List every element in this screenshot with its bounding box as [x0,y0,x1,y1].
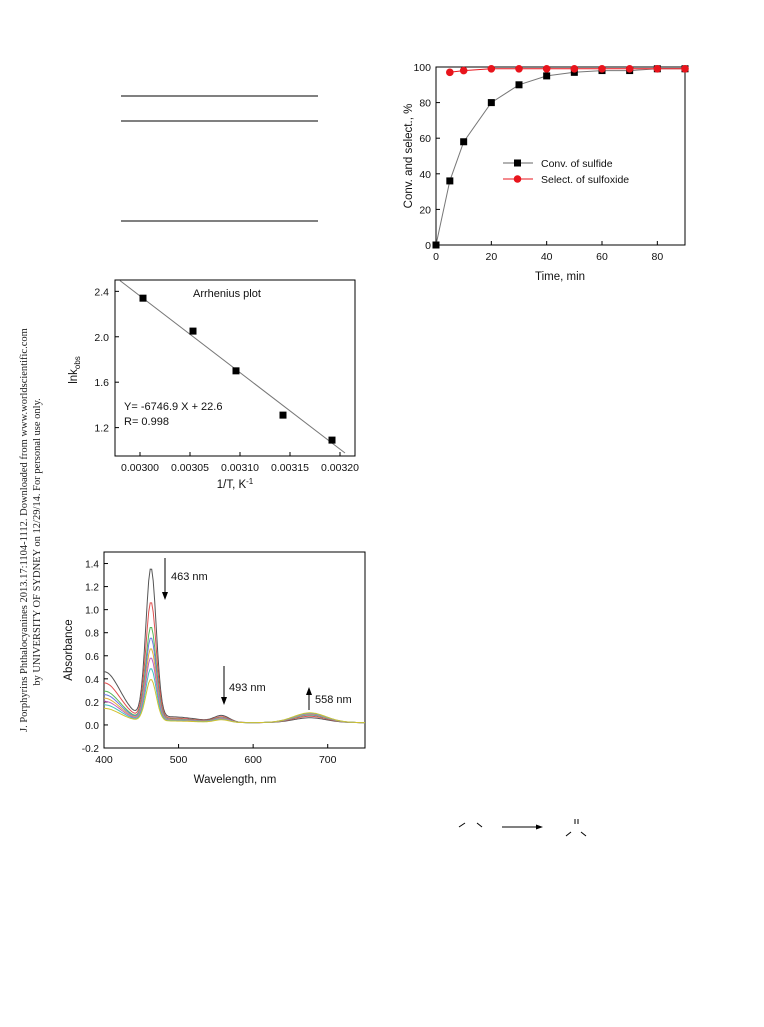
data-point-selectivity [543,65,551,73]
data-point [329,437,336,444]
x-tick-label: 700 [318,754,337,766]
legend [503,158,629,186]
y-tick-label: 0.0 [85,720,99,732]
data-point [190,328,197,335]
x-tick-label: 80 [651,251,664,263]
data-point-selectivity [488,65,496,73]
y-tick-label: 60 [419,133,431,146]
x-tick-label: 0.00310 [221,462,259,474]
legend-label-selectivity: Select. of sulfoxide [541,174,630,186]
legend-label-conversion: Conv. of sulfide [541,158,613,170]
y-tick-label: 80 [419,97,431,110]
data-point [140,295,147,302]
absorbance-chart [50,548,370,793]
x-tick-label: 0.00320 [321,462,359,474]
y-tick-label: 1.6 [94,377,109,390]
annotation-558: 558 nm [315,694,352,706]
annotation-463: 463 nm [171,571,208,583]
annotations [162,558,352,710]
y-tick-label: 40 [419,168,431,181]
data-point-conversion [488,99,495,106]
plot-frame [436,67,685,245]
x-tick-label: 0.00300 [121,462,159,474]
y-axis-label: lnk$_{obs}$ [68,356,82,384]
x-tick-label: 400 [95,754,113,766]
download-note-line2: by UNIVERSITY OF SYDNEY on 12/29/14. For personal use only. [32,398,43,686]
conversion-chart [395,55,695,295]
x-axis-label: Time, min [534,271,586,283]
data-point-selectivity [571,65,579,73]
y-axis-label: Conv. and select., % [403,103,415,209]
y-tick-label: 1.0 [85,605,99,617]
y-tick-label: 2.4 [94,286,109,299]
x-tick-label: 600 [244,754,262,766]
y-tick-label: 0.8 [85,628,99,640]
data-point-selectivity [654,65,662,73]
y-tick-label: 2.0 [94,331,109,344]
data-point-conversion [516,81,523,88]
reaction-scheme [450,815,600,845]
data-point-selectivity [460,67,468,75]
x-tick-label: 0.00305 [171,462,209,474]
arrow-down-icon [221,697,227,705]
data-point-conversion [543,72,550,79]
y-tick-label: 1.2 [94,422,109,435]
data-point-conversion [433,242,440,249]
y-tick-label: 0.6 [85,651,99,663]
x-tick-label: 60 [596,251,608,263]
data-point-selectivity [446,69,454,77]
series-line-0 [436,69,685,245]
bond-stroke [477,823,482,827]
annotation-493: 493 nm [229,682,266,694]
y-tick-label: 0 [425,240,431,252]
arrow-right-icon [536,825,543,830]
x-tick-label: 500 [169,754,188,766]
data-point [280,412,287,419]
y-tick-label: 1.2 [85,582,99,594]
y-tick-label: 1.4 [85,559,99,571]
x-tick-label: 0.00315 [271,462,309,474]
data-point-selectivity [515,65,523,73]
x-tick-label: 0 [433,251,439,263]
x-axis-label: 1/T, $K^{-1}$ [216,477,254,491]
data-point-selectivity [626,65,634,73]
bond-stroke [459,823,465,827]
arrow-up-icon [306,687,312,695]
legend-marker-selectivity [514,175,522,183]
data-point-selectivity [598,65,606,73]
data-point [233,367,240,374]
fit-equation: Y= -6746.9 X + 22.6 [124,401,223,413]
x-axis-label: Wavelength, nm [193,774,277,786]
y-tick-label: 0.2 [85,697,99,709]
arrow-down-icon [162,592,168,600]
data-point-conversion [460,138,467,145]
data-point-conversion [446,177,453,184]
download-note-line1: J. Porphyrins Phthalocyanines 2013.17:1104-1112. Downloaded from www.worldscientific.com [19,328,30,732]
fit-r-value: R= 0.998 [124,416,169,428]
bond-stroke [566,832,571,836]
arrhenius-chart [60,275,370,500]
y-tick-label: 20 [419,204,431,217]
y-tick-label: -0.2 [81,744,99,755]
y-tick-label: 0.4 [85,674,99,686]
y-axis-label: Absorbance [63,619,75,681]
y-tick-label: 100 [413,62,431,74]
bond-stroke [581,832,586,836]
data-point-selectivity [681,65,689,73]
x-tick-label: 40 [540,251,553,263]
chart-title: Arrhenius plot [193,288,261,300]
legend-marker-conversion [514,160,521,167]
x-tick-label: 20 [485,251,498,263]
